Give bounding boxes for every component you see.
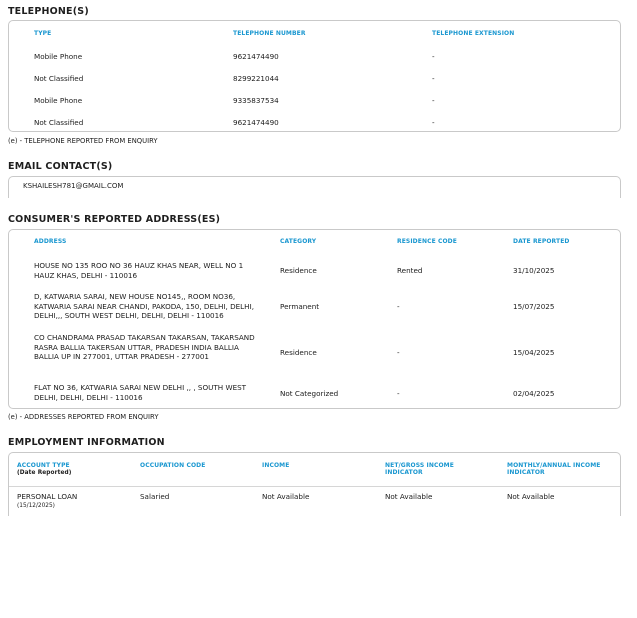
- col-account-type: [17, 463, 71, 476]
- employment-table: [8, 452, 621, 516]
- address-residence-code: -: [397, 348, 400, 357]
- employment-income: Not Available: [262, 492, 310, 501]
- address-residence-code: Rented: [397, 266, 423, 275]
- address-date: 02/04/2025: [513, 389, 555, 398]
- col-category: CATEGORY: [280, 238, 317, 245]
- col-income: INCOME: [262, 462, 290, 469]
- address-category: Permanent: [280, 302, 320, 311]
- phone-extension: -: [432, 96, 435, 105]
- address-residence-code: -: [397, 302, 400, 311]
- telephone-table: [8, 20, 621, 132]
- employment-monthly-annual: Not Available: [507, 492, 555, 501]
- address-section-title: CONSUMER'S REPORTED ADDRESS(ES): [8, 214, 221, 225]
- date-reported-value: (15/12/2025): [17, 502, 55, 509]
- address-text: HOUSE NO 135 ROO NO 36 HAUZ KHAS NEAR, WELL NO 1 HAUZ KHAS, DELHI - 110016: [34, 261, 244, 280]
- phone-extension: -: [432, 118, 435, 127]
- col-monthly-annual-indicator: MONTHLY/ANNUAL INCOME INDICATOR: [507, 462, 601, 476]
- phone-type: Mobile Phone: [34, 52, 83, 61]
- col-occupation-code: OCCUPATION CODE: [140, 462, 206, 469]
- telephone-note: (e) - TELEPHONE REPORTED FROM ENQUIRY: [8, 137, 158, 145]
- address-residence-code: -: [397, 389, 400, 398]
- col-residence-code: RESIDENCE CODE: [397, 238, 457, 245]
- address-date: 31/10/2025: [513, 266, 555, 275]
- header-divider: [9, 486, 620, 487]
- phone-number: 8299221044: [233, 74, 279, 83]
- account-type-value: PERSONAL LOAN: [17, 492, 78, 501]
- email-box: [8, 176, 621, 198]
- col-telephone-number: TELEPHONE NUMBER: [233, 30, 306, 37]
- phone-number: 9621474490: [233, 118, 279, 127]
- col-address: ADDRESS: [34, 238, 67, 245]
- phone-number: 9621474490: [233, 52, 279, 61]
- phone-extension: -: [432, 52, 435, 61]
- email-value: KSHAILESH781@GMAIL.COM: [23, 182, 124, 190]
- col-type: TYPE: [34, 30, 52, 37]
- phone-type: Not Classified: [34, 118, 84, 127]
- address-text: FLAT NO 36, KATWARIA SARAI NEW DELHI ,, , SOUTH WEST DELHI, DELHI, DELHI - 110016: [34, 383, 247, 402]
- col-net-gross-indicator: NET/GROSS INCOME INDICATOR: [385, 462, 454, 476]
- address-date: 15/07/2025: [513, 302, 555, 311]
- address-text: D, KATWARIA SARAI, NEW HOUSE NO145,, ROOM NO36, KATWARIA SARAI NEAR CHANDI, PAKODA, 150, DELHI, DELHI, DELHI,,, SOUTH WEST DELHI, DELHI, DELHI - 110016: [34, 292, 254, 320]
- address-category: Residence: [280, 348, 317, 357]
- phone-type: Not Classified: [34, 74, 84, 83]
- address-date: 15/04/2025: [513, 348, 555, 357]
- address-table: [8, 229, 621, 409]
- employment-occupation: Salaried: [140, 492, 170, 501]
- date-reported-header: (Date Reported): [17, 469, 72, 476]
- account-type-header: ACCOUNT TYPE: [17, 462, 70, 469]
- employment-section-title: EMPLOYMENT INFORMATION: [8, 437, 165, 448]
- employment-account-type: [17, 492, 77, 510]
- email-section-title: EMAIL CONTACT(S): [8, 161, 113, 172]
- col-telephone-extension: TELEPHONE EXTENSION: [432, 30, 515, 37]
- phone-type: Mobile Phone: [34, 96, 83, 105]
- telephone-section-title: TELEPHONE(S): [8, 6, 89, 17]
- address-category: Residence: [280, 266, 317, 275]
- address-category: Not Categorized: [280, 389, 339, 398]
- phone-extension: -: [432, 74, 435, 83]
- col-date-reported: DATE REPORTED: [513, 238, 570, 245]
- phone-number: 9335837534: [233, 96, 279, 105]
- address-text: CO CHANDRAMA PRASAD TAKARSAN TAKARSAN, TAKARSAND RASRA BALLIA TAKERSAN UTTAR, PRADESH INDIA BALLIA BALLIA UP IN 277001, UTTAR PRADESH - 277001: [34, 333, 255, 361]
- address-note: (e) - ADDRESSES REPORTED FROM ENQUIRY: [8, 413, 159, 421]
- employment-net-gross: Not Available: [385, 492, 433, 501]
